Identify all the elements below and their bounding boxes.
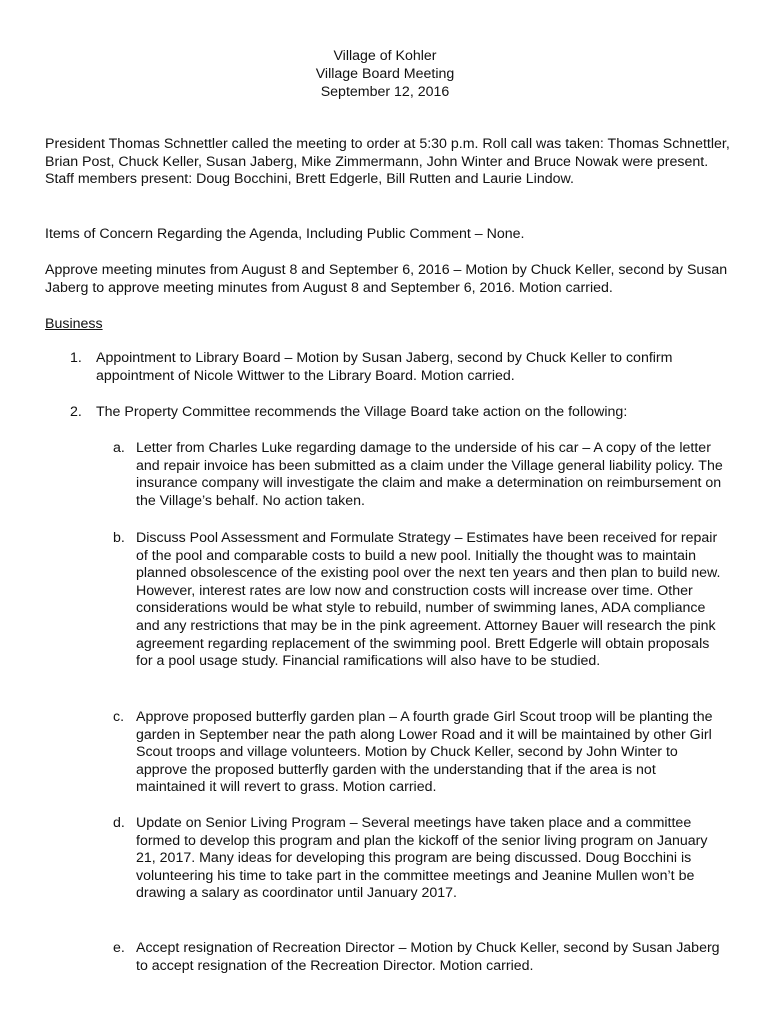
subitem-letter: d.	[113, 815, 125, 831]
subitem-letter: a.	[113, 440, 125, 456]
subitem-text: Approve proposed butterfly garden plan – A fourth grade Girl Scout troop will be planting the garden in September near the path along Lower Road and it will be maintained by other Girl Scout troops and village volunteers. Motion by Chuck Keller, second by John Winter to approve the proposed butterfly garden with the understanding that if the area is not maintained it will revert to grass. Motion carried.	[136, 709, 713, 796]
item-text: Appointment to Library Board – Motion by Susan Jaberg, second by Chuck Keller to confirm appointment of Nicole Wittwer to the Library Board. Motion carried.	[96, 350, 673, 384]
subitem-text: Accept resignation of Recreation Director – Motion by Chuck Keller, second by Susan Jaberg to accept resignation of the Recreation Director. Motion carried.	[136, 940, 720, 974]
subitem-text: Letter from Charles Luke regarding damage to the underside of his car – A copy of the letter and repair invoice has been submitted as a claim under the Village general liability policy. The insurance company will investigate the claim and make a determination on reimbursement on the Village’s behalf. No action taken.	[136, 440, 723, 509]
business-item-2	[70, 404, 730, 422]
subitem-letter: c.	[113, 709, 125, 725]
business-subitem-e	[113, 940, 728, 975]
item-number: 2.	[70, 404, 82, 420]
subitem-letter: b.	[113, 530, 125, 546]
business-item-1	[70, 350, 730, 385]
subitem-letter: e.	[113, 940, 125, 956]
item-number: 1.	[70, 350, 82, 366]
call-to-order-paragraph: President Thomas Schnettler called the meeting to order at 5:30 p.m. Roll call was taken: Thomas Schnettler, Brian Post, Chuck Keller, Susan Jaberg, Mike Zimmermann, John Winter and Bruce Nowak were present. Staff members present: Doug Bocchini, Brett Edgerle, Bill Rutten and Laurie Lindow.	[45, 136, 730, 188]
document-header	[0, 48, 770, 102]
header-meeting-name: Village Board Meeting	[315, 66, 455, 82]
subitem-text: Discuss Pool Assessment and Formulate Strategy – Estimates have been received for repair of the pool and comparable costs to build a new pool. Initially the thought was to maintain planned obsolescence of the existing pool over the next ten years and then plan to build new. However, interest rates are low now and construction costs will increase over time. Other considerations would be what style to rebuild, number of swimming lanes, ADA compliance and any restrictions that may be in the pink agreement. Attorney Bauer will research the pink agreement regarding replacement of the swimming pool. Brett Edgerle will obtain proposals for a pool usage study. Financial ramifications will also have to be studied.	[136, 530, 721, 670]
business-heading: Business	[45, 316, 103, 332]
subitem-text: Update on Senior Living Program – Several meetings have taken place and a committee formed to develop this program and plan the kickoff of the senior living program on January 21, 2017. Many ideas for developing this program are being discussed. Doug Bocchini is volunteering his time to take part in the committee meetings and Jeanine Mullen won’t be drawing a salary as coordinator until January 2017.	[136, 815, 708, 902]
business-subitem-c	[113, 709, 728, 797]
header-village-name: Village of Kohler	[333, 48, 437, 64]
items-of-concern-paragraph: Items of Concern Regarding the Agenda, Including Public Comment – None.	[45, 226, 525, 242]
business-subitem-b	[113, 530, 728, 671]
header-meeting-date: September 12, 2016	[320, 84, 450, 100]
business-subitem-d	[113, 815, 728, 903]
business-subitem-a	[113, 440, 728, 510]
approve-minutes-paragraph: Approve meeting minutes from August 8 and September 6, 2016 – Motion by Chuck Keller, second by Susan Jaberg to approve meeting minutes from August 8 and September 6, 2016. Motion carried.	[45, 262, 728, 296]
item-text: The Property Committee recommends the Village Board take action on the following:	[96, 404, 628, 420]
